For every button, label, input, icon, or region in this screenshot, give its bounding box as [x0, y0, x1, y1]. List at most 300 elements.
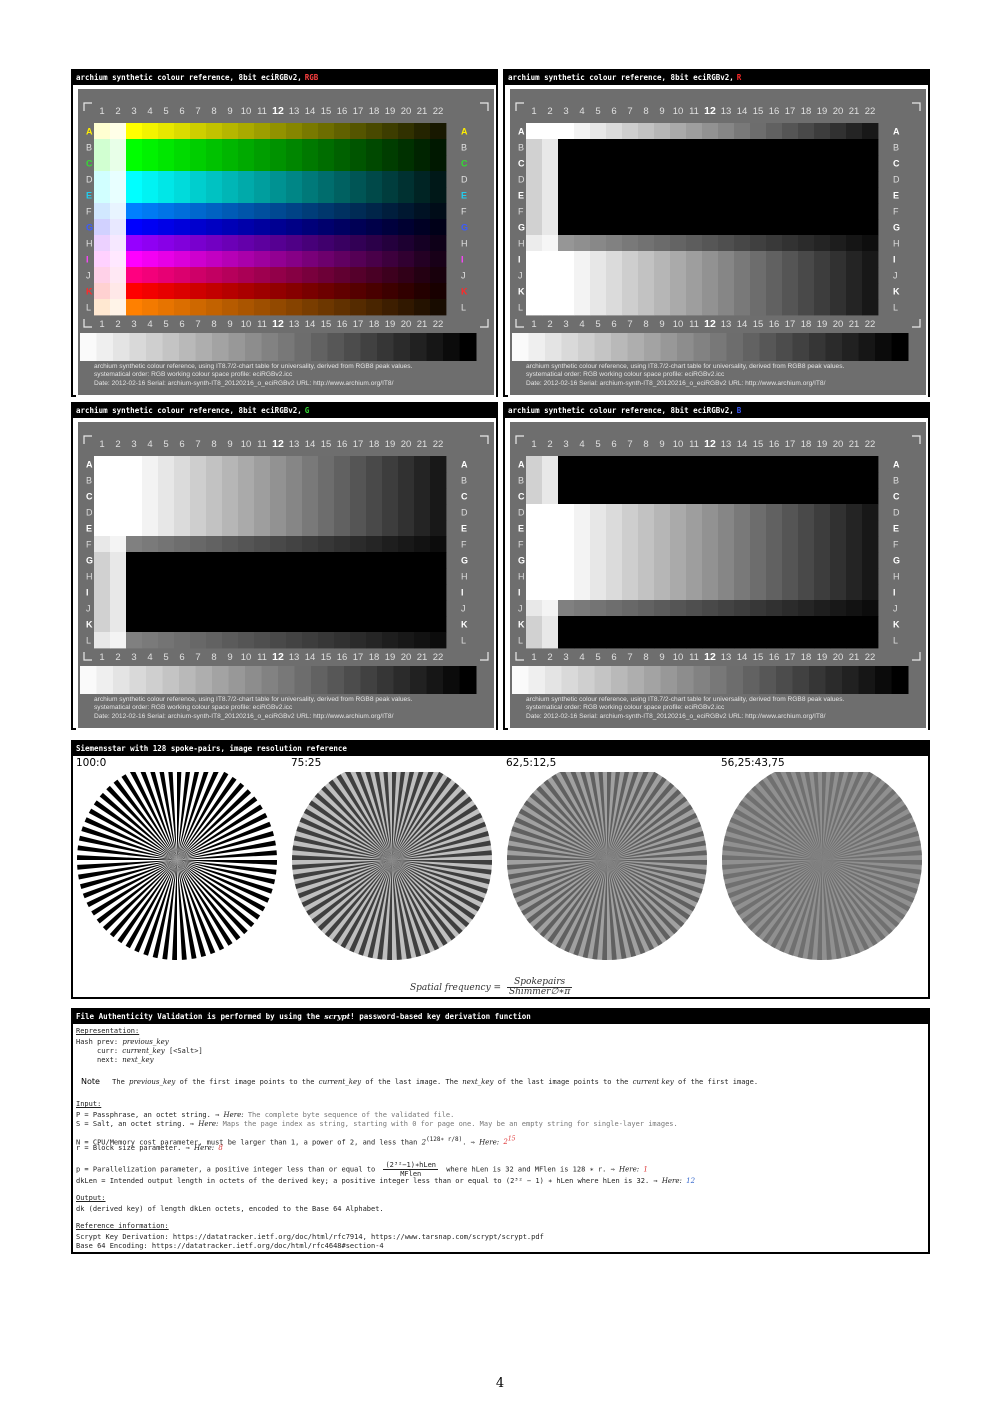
colour-patch — [782, 123, 798, 139]
colour-patch — [254, 219, 270, 235]
colour-patch — [94, 283, 110, 299]
colour-patch — [766, 235, 782, 251]
colour-patch — [238, 456, 254, 472]
colour-patch — [190, 616, 206, 632]
colour-patch — [862, 456, 878, 472]
colour-patch — [638, 536, 654, 552]
colour-patch — [286, 139, 302, 155]
colour-patch — [526, 219, 542, 235]
colour-patch — [110, 251, 126, 267]
colour-patch — [558, 139, 574, 155]
grey-ramp-patch — [80, 333, 97, 361]
colour-patch — [638, 600, 654, 616]
colour-patch — [702, 171, 718, 187]
column-label: 16 — [768, 439, 780, 450]
colour-patch — [126, 632, 142, 648]
colour-patch — [366, 139, 382, 155]
column-label: 4 — [579, 319, 585, 330]
grey-ramp-patch — [578, 666, 595, 694]
grey-ramp-patch — [776, 666, 793, 694]
colour-patch — [862, 568, 878, 584]
grey-ramp-patch — [694, 333, 711, 361]
colour-patch — [590, 283, 606, 299]
colour-patch — [94, 155, 110, 171]
colour-patch — [254, 171, 270, 187]
colour-patch — [814, 299, 830, 315]
colour-patch — [270, 123, 286, 139]
colour-patch — [270, 520, 286, 536]
colour-patch — [862, 155, 878, 171]
colour-patch — [590, 155, 606, 171]
colour-patch — [126, 187, 142, 203]
colour-patch — [174, 488, 190, 504]
colour-patch — [846, 123, 862, 139]
colour-patch — [254, 251, 270, 267]
colour-patch — [686, 504, 702, 520]
column-label: 8 — [211, 439, 217, 450]
column-label: 3 — [563, 652, 569, 663]
colour-patch — [142, 299, 158, 315]
colour-patch — [238, 187, 254, 203]
colour-patch — [702, 299, 718, 315]
grey-ramp-patch — [443, 666, 460, 694]
colour-patch — [286, 504, 302, 520]
colour-patch — [206, 584, 222, 600]
colour-patch — [862, 203, 878, 219]
colour-patch — [126, 139, 142, 155]
colour-patch — [750, 235, 766, 251]
colour-patch — [622, 283, 638, 299]
grey-ramp-patch — [562, 666, 579, 694]
row-label: C — [518, 491, 525, 502]
colour-patch — [398, 203, 414, 219]
column-label: 17 — [352, 652, 364, 663]
colour-patch — [190, 123, 206, 139]
colour-patch — [206, 472, 222, 488]
colour-patch — [302, 283, 318, 299]
grey-ramp-patch — [361, 666, 378, 694]
column-label: 9 — [659, 439, 665, 450]
column-label: 4 — [579, 439, 585, 450]
grey-ramp-patch — [727, 333, 744, 361]
colour-patch — [830, 552, 846, 568]
colour-patch — [174, 171, 190, 187]
colour-patch — [206, 632, 222, 648]
colour-patch — [350, 584, 366, 600]
colour-patch — [110, 632, 126, 648]
colour-patch — [238, 520, 254, 536]
colour-patch — [334, 600, 350, 616]
row-label: K — [86, 619, 93, 630]
colour-patch — [814, 171, 830, 187]
colour-patch — [638, 283, 654, 299]
colour-patch — [830, 520, 846, 536]
column-label: 11 — [257, 106, 267, 117]
colour-patch — [286, 472, 302, 488]
colour-patch — [590, 299, 606, 315]
colour-patch — [846, 235, 862, 251]
row-label: I — [518, 254, 521, 265]
colour-patch — [574, 235, 590, 251]
colour-patch — [734, 155, 750, 171]
colour-patch — [542, 155, 558, 171]
colour-patch — [190, 203, 206, 219]
colour-patch — [638, 123, 654, 139]
row-label: I — [893, 587, 896, 598]
colour-patch — [334, 171, 350, 187]
colour-patch — [254, 299, 270, 315]
colour-patch — [542, 123, 558, 139]
column-label: 12 — [272, 438, 284, 450]
colour-patch — [158, 616, 174, 632]
column-label: 22 — [432, 319, 444, 330]
grey-ramp-patch — [146, 333, 163, 361]
colour-patch — [830, 219, 846, 235]
column-label: 2 — [115, 652, 121, 663]
colour-patch — [622, 299, 638, 315]
colour-patch — [622, 488, 638, 504]
grey-ramp-patch — [245, 333, 262, 361]
column-label: 7 — [195, 652, 201, 663]
colour-patch — [734, 568, 750, 584]
grey-ramp-patch — [859, 666, 876, 694]
column-label: 5 — [595, 439, 601, 450]
colour-patch — [158, 584, 174, 600]
colour-patch — [750, 139, 766, 155]
colour-patch — [846, 472, 862, 488]
colour-patch — [270, 235, 286, 251]
colour-patch — [606, 520, 622, 536]
grey-ramp-patch — [760, 333, 777, 361]
colour-patch — [94, 187, 110, 203]
colour-patch — [270, 171, 286, 187]
colour-patch — [798, 235, 814, 251]
colour-patch — [142, 456, 158, 472]
column-label: 3 — [131, 439, 137, 450]
colour-patch — [398, 155, 414, 171]
colour-patch — [654, 171, 670, 187]
colour-patch — [318, 600, 334, 616]
colour-patch — [382, 536, 398, 552]
colour-patch — [430, 552, 446, 568]
grey-ramp-patch — [311, 666, 328, 694]
colour-patch — [542, 203, 558, 219]
colour-patch — [414, 552, 430, 568]
colour-patch — [574, 219, 590, 235]
colour-patch — [654, 632, 670, 648]
colour-patch — [542, 488, 558, 504]
colour-patch — [558, 600, 574, 616]
colour-patch — [558, 123, 574, 139]
colour-patch — [222, 267, 238, 283]
colour-patch — [782, 155, 798, 171]
colour-patch — [686, 456, 702, 472]
colour-patch — [94, 536, 110, 552]
colour-patch — [270, 536, 286, 552]
colour-patch — [830, 235, 846, 251]
colour-patch — [590, 600, 606, 616]
colour-patch — [654, 187, 670, 203]
colour-patch — [110, 283, 126, 299]
column-label: 13 — [720, 106, 732, 117]
colour-patch — [238, 488, 254, 504]
colour-patch — [750, 251, 766, 267]
column-label: 8 — [211, 106, 217, 117]
colour-patch — [542, 472, 558, 488]
colour-patch — [574, 584, 590, 600]
colour-patch — [94, 504, 110, 520]
colour-patch — [350, 299, 366, 315]
colour-patch — [286, 616, 302, 632]
colour-patch — [718, 171, 734, 187]
colour-patch — [542, 171, 558, 187]
colour-patch — [206, 299, 222, 315]
colour-patch — [430, 488, 446, 504]
colour-patch — [750, 632, 766, 648]
row-label: B — [461, 475, 468, 486]
colour-patch — [654, 472, 670, 488]
row-label: C — [893, 158, 900, 169]
colour-patch — [622, 219, 638, 235]
colour-patch — [238, 235, 254, 251]
column-label: 16 — [768, 652, 780, 663]
colour-patch — [126, 123, 142, 139]
column-label: 2 — [547, 319, 553, 330]
colour-patch — [830, 472, 846, 488]
colour-patch — [302, 584, 318, 600]
grey-ramp-patch — [295, 666, 312, 694]
colour-patch — [702, 155, 718, 171]
column-label: 9 — [659, 319, 665, 330]
colour-patch — [814, 203, 830, 219]
colour-patch — [686, 600, 702, 616]
grey-ramp-patch — [611, 333, 628, 361]
row-label: I — [86, 587, 89, 598]
colour-patch — [542, 251, 558, 267]
colour-patch — [542, 187, 558, 203]
column-label: 11 — [257, 439, 267, 450]
colour-patch — [110, 568, 126, 584]
row-label: D — [893, 174, 900, 185]
colour-patch — [526, 171, 542, 187]
colour-patch — [318, 520, 334, 536]
column-label: 21 — [848, 106, 860, 117]
colour-patch — [686, 488, 702, 504]
colour-patch — [430, 456, 446, 472]
colour-patch — [622, 267, 638, 283]
colour-patch — [142, 504, 158, 520]
colour-patch — [622, 568, 638, 584]
colour-patch — [862, 235, 878, 251]
column-label: 14 — [736, 319, 748, 330]
column-label: 6 — [611, 652, 617, 663]
colour-patch — [238, 616, 254, 632]
colour-patch — [606, 155, 622, 171]
column-label: 2 — [115, 106, 121, 117]
row-label: B — [893, 475, 900, 486]
colour-patch — [414, 155, 430, 171]
colour-patch — [686, 520, 702, 536]
colour-patch — [782, 283, 798, 299]
column-label: 6 — [179, 439, 185, 450]
colour-patch — [110, 155, 126, 171]
colour-patch — [798, 283, 814, 299]
grey-ramp-patch — [245, 666, 262, 694]
colour-patch — [622, 632, 638, 648]
colour-patch — [382, 568, 398, 584]
colour-patch — [206, 504, 222, 520]
colour-patch — [350, 235, 366, 251]
column-label: 21 — [848, 319, 860, 330]
colour-patch — [318, 251, 334, 267]
column-label: 20 — [832, 319, 844, 330]
row-label: L — [86, 635, 92, 646]
colour-patch — [286, 235, 302, 251]
colour-patch — [558, 251, 574, 267]
colour-patch — [366, 504, 382, 520]
colour-patch — [142, 139, 158, 155]
colour-patch — [318, 632, 334, 648]
colour-patch — [190, 235, 206, 251]
colour-patch — [142, 123, 158, 139]
column-label: 10 — [672, 106, 684, 117]
colour-patch — [142, 187, 158, 203]
column-label: 4 — [147, 106, 153, 117]
column-label: 1 — [99, 439, 105, 450]
colour-patch — [270, 632, 286, 648]
colour-patch — [174, 187, 190, 203]
colour-patch — [350, 251, 366, 267]
column-label: 15 — [752, 106, 764, 117]
colour-patch — [190, 139, 206, 155]
colour-patch — [686, 139, 702, 155]
colour-patch — [542, 456, 558, 472]
colour-patch — [558, 472, 574, 488]
colour-patch — [350, 488, 366, 504]
row-label: A — [86, 126, 93, 137]
colour-patch — [686, 472, 702, 488]
input-pp: p = Parallelization parameter, a positive integer less than or equal to (2³²−1)∗hLen MFlen where hLen is 32 and MFlen is 128 ∗ r. ⇒ Here: 1 — [76, 1161, 648, 1178]
colour-patch — [798, 267, 814, 283]
colour-patch — [190, 171, 206, 187]
colour-patch — [142, 552, 158, 568]
grey-ramp-patch — [410, 333, 427, 361]
column-label: 8 — [643, 319, 649, 330]
colour-patch — [766, 171, 782, 187]
column-label: 10 — [672, 439, 684, 450]
colour-patch — [606, 171, 622, 187]
colour-patch — [622, 584, 638, 600]
colour-patch — [654, 600, 670, 616]
grey-ramp-patch — [361, 333, 378, 361]
colour-patch — [526, 251, 542, 267]
colour-patch — [398, 267, 414, 283]
colour-patch — [382, 504, 398, 520]
colour-patch — [782, 536, 798, 552]
grey-ramp-patch — [793, 666, 810, 694]
colour-patch — [382, 520, 398, 536]
column-label: 20 — [832, 652, 844, 663]
column-label: 18 — [368, 106, 380, 117]
row-label: E — [86, 190, 93, 201]
colour-patch — [94, 632, 110, 648]
colour-patch — [158, 187, 174, 203]
row-label: F — [518, 539, 524, 550]
row-label: H — [86, 571, 93, 582]
colour-patch — [430, 520, 446, 536]
colour-patch — [94, 139, 110, 155]
grey-ramp-patch — [97, 666, 114, 694]
colour-patch — [686, 616, 702, 632]
column-label: 22 — [864, 652, 876, 663]
grey-ramp-patch — [661, 333, 678, 361]
colour-patch — [414, 299, 430, 315]
colour-patch — [254, 552, 270, 568]
column-label: 12 — [272, 318, 284, 330]
row-label: H — [86, 238, 93, 249]
column-label: 3 — [563, 439, 569, 450]
colour-patch — [366, 219, 382, 235]
siemens-stars — [73, 772, 928, 982]
colour-patch — [286, 584, 302, 600]
column-label: 4 — [147, 652, 153, 663]
row-label: E — [893, 523, 900, 534]
column-label: 16 — [336, 652, 348, 663]
colour-patch — [798, 203, 814, 219]
colour-patch — [654, 536, 670, 552]
colour-patch — [782, 251, 798, 267]
row-label: L — [518, 302, 524, 313]
colour-patch — [830, 568, 846, 584]
colour-patch — [270, 568, 286, 584]
colour-patch — [830, 504, 846, 520]
colour-patch — [686, 584, 702, 600]
colour-patch — [766, 283, 782, 299]
colour-patch — [270, 139, 286, 155]
colour-patch — [94, 616, 110, 632]
row-label: G — [86, 222, 94, 233]
colour-patch — [398, 139, 414, 155]
colour-patch — [590, 520, 606, 536]
colour-patch — [862, 299, 878, 315]
row-label: H — [893, 238, 900, 249]
page-number: 4 — [495, 1376, 505, 1391]
colour-patch — [814, 139, 830, 155]
colour-patch — [750, 456, 766, 472]
colour-patch — [750, 504, 766, 520]
column-label: 5 — [163, 652, 169, 663]
colour-patch — [110, 299, 126, 315]
grey-ramp-patch — [97, 333, 114, 361]
colour-patch — [702, 267, 718, 283]
colour-patch — [270, 219, 286, 235]
colour-patch — [302, 504, 318, 520]
colour-patch — [126, 155, 142, 171]
colour-patch — [590, 584, 606, 600]
grey-ramp-patch — [394, 333, 411, 361]
colour-patch — [110, 139, 126, 155]
colour-patch — [366, 600, 382, 616]
column-label: 22 — [864, 439, 876, 450]
colour-patch — [782, 219, 798, 235]
chart-footer: archium synthetic colour reference, using IT8.7/2-chart table for universality, derived from RGB8 peak values. systematical order: RGB working colour space profile: eciRGBv2.icc Date: 2012-02-16 Serial: archium-synth-IT8_20120216_o_eciRGBv2 URL: http://www.archium.org/IT8/ — [94, 696, 413, 720]
colour-patch — [302, 219, 318, 235]
colour-patch — [430, 187, 446, 203]
column-label: 7 — [627, 319, 633, 330]
grey-ramp-patch — [512, 333, 529, 361]
colour-patch — [382, 171, 398, 187]
colour-patch — [654, 251, 670, 267]
